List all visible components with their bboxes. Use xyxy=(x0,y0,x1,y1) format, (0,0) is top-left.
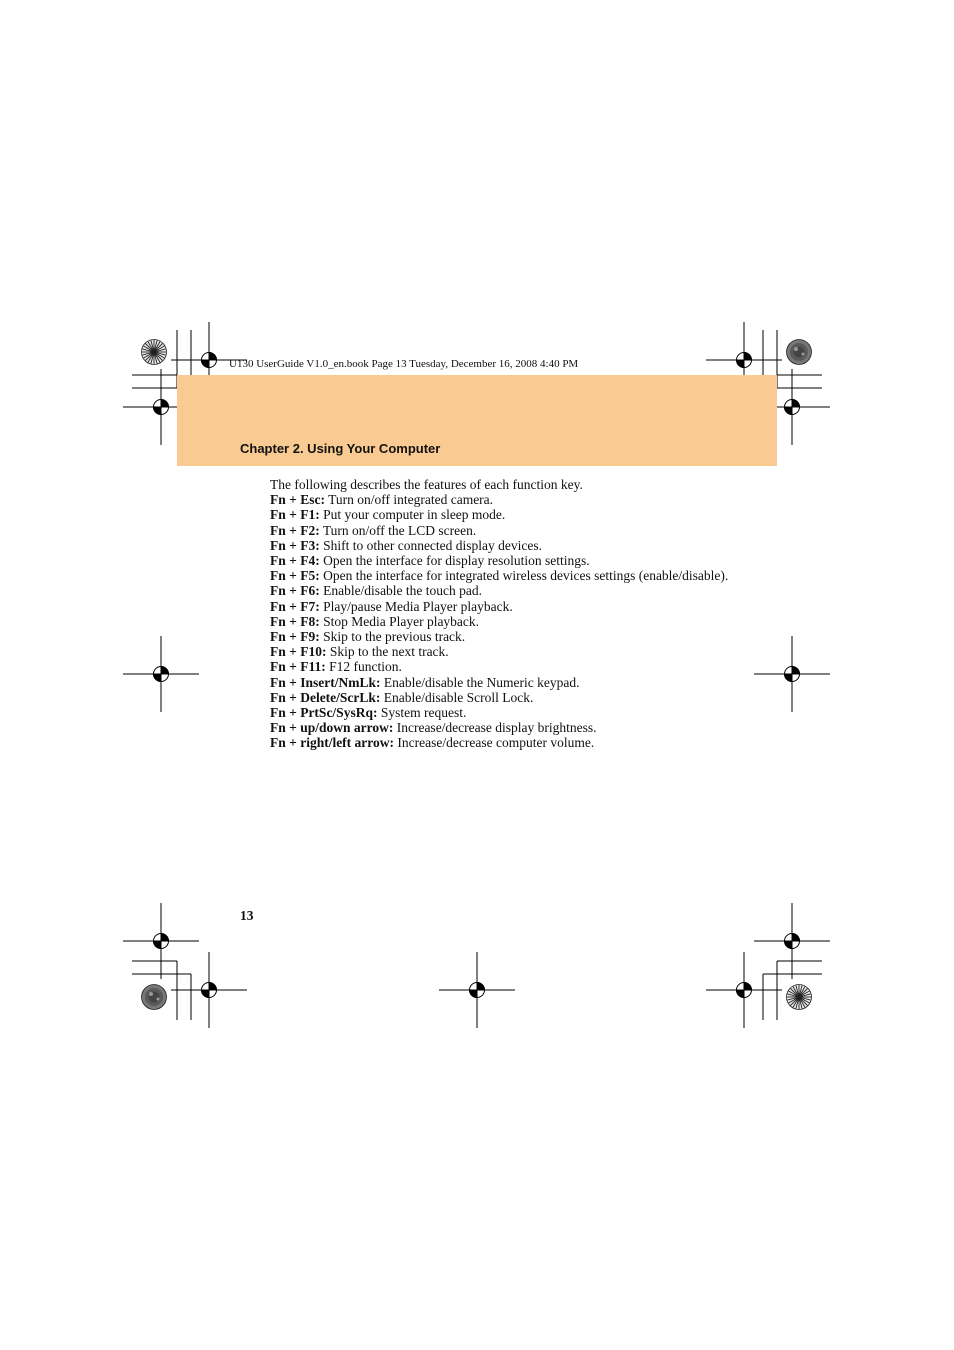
key-combo: Fn + F5: xyxy=(270,568,320,584)
key-description: Enable/disable Scroll Lock. xyxy=(383,689,534,705)
key-combo: Fn + PrtSc/SysRq: xyxy=(270,705,378,721)
key-description: Put your computer in sleep mode. xyxy=(323,507,506,523)
key-description: System request. xyxy=(380,705,467,721)
entry-fn-up-down xyxy=(270,720,740,735)
key-description: Skip to the next track. xyxy=(329,644,449,660)
key-combo: Fn + Esc: xyxy=(270,492,325,508)
entry-fn-f4 xyxy=(270,553,740,568)
key-description: Enable/disable the Numeric keypad. xyxy=(383,674,580,690)
entry-fn-f8 xyxy=(270,614,740,629)
chapter-header-band xyxy=(177,375,777,466)
key-combo: Fn + F8: xyxy=(270,613,320,629)
key-combo: Fn + up/down arrow: xyxy=(270,720,394,736)
entry-fn-f10 xyxy=(270,644,740,659)
key-description: Shift to other connected display devices. xyxy=(323,537,543,553)
key-description: F12 function. xyxy=(329,659,402,675)
page-number: 13 xyxy=(240,908,254,923)
key-combo: Fn + F3: xyxy=(270,537,320,553)
key-description: Increase/decrease display brightness. xyxy=(396,720,597,736)
entry-fn-f3 xyxy=(270,538,740,553)
key-combo: Fn + Insert/NmLk: xyxy=(270,674,381,690)
key-description: Stop Media Player playback. xyxy=(323,613,480,629)
key-description: Enable/disable the touch pad. xyxy=(323,583,483,599)
entry-fn-f7 xyxy=(270,599,740,614)
intro-text: The following describes the features of each function key. xyxy=(270,477,583,492)
entry-fn-f9 xyxy=(270,629,740,644)
key-combo: Fn + F11: xyxy=(270,659,326,675)
key-description: Turn on/off the LCD screen. xyxy=(322,522,477,538)
key-description: Play/pause Media Player playback. xyxy=(323,598,513,614)
entry-fn-esc xyxy=(270,492,740,507)
key-combo: Fn + F6: xyxy=(270,583,320,599)
key-combo: Fn + F1: xyxy=(270,507,320,523)
entry-fn-f5 xyxy=(270,568,740,583)
key-description: Open the interface for display resolution settings. xyxy=(323,553,590,569)
key-combo: Fn + F4: xyxy=(270,553,320,569)
key-description: Increase/decrease computer volume. xyxy=(397,735,595,751)
key-combo: Fn + F9: xyxy=(270,629,320,645)
key-combo: Fn + Delete/ScrLk: xyxy=(270,689,381,705)
entry-fn-insert xyxy=(270,675,740,690)
key-description: Open the interface for integrated wireless devices settings (enable/disable). xyxy=(323,568,729,584)
key-combo: Fn + F2: xyxy=(270,522,320,538)
key-combo: Fn + F10: xyxy=(270,644,327,660)
book-slug-line: U130 UserGuide V1.0_en.book Page 13 Tuesday, December 16, 2008 4:40 PM xyxy=(229,358,579,370)
entry-fn-delete xyxy=(270,690,740,705)
entry-fn-prtsc xyxy=(270,705,740,720)
function-key-list xyxy=(270,477,740,751)
key-combo: Fn + F7: xyxy=(270,598,320,614)
key-combo: Fn + right/left arrow: xyxy=(270,735,395,751)
entry-fn-right-left xyxy=(270,735,740,750)
key-description: Skip to the previous track. xyxy=(323,629,466,645)
key-description: Turn on/off integrated camera. xyxy=(328,492,494,508)
chapter-title: Chapter 2. Using Your Computer xyxy=(240,441,441,456)
entry-fn-f11 xyxy=(270,659,740,674)
entry-fn-f6 xyxy=(270,583,740,598)
entry-fn-f2 xyxy=(270,523,740,538)
entry-fn-f1 xyxy=(270,507,740,522)
